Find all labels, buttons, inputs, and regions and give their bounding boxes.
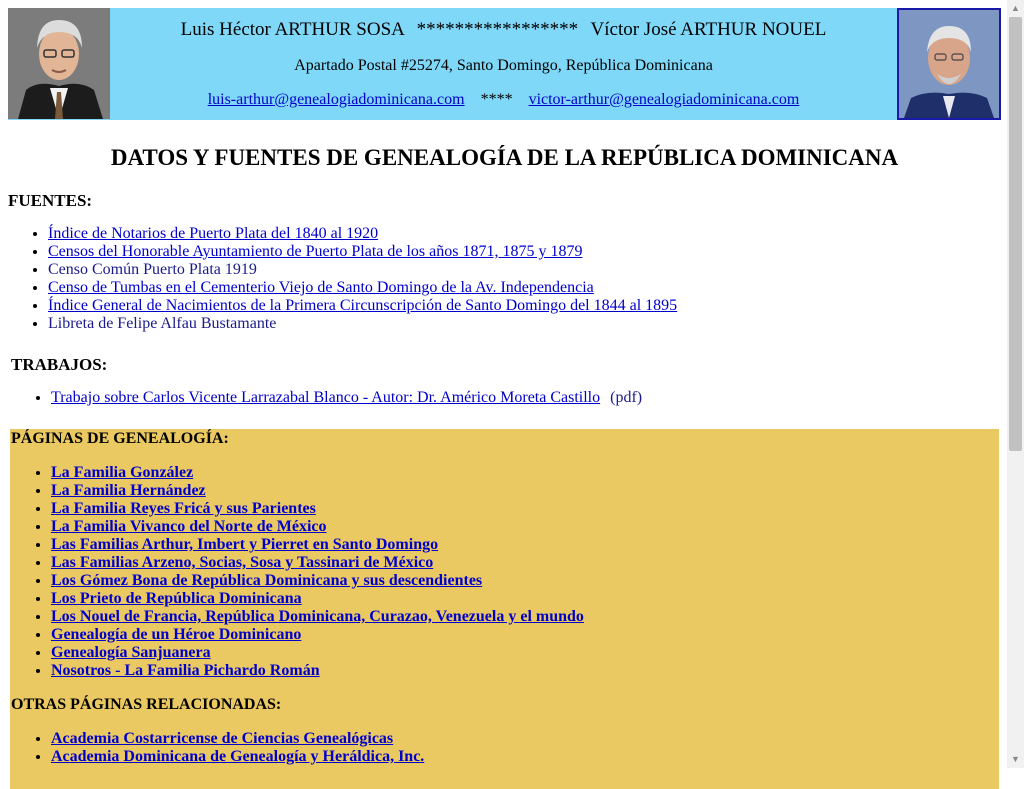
list-item (51, 730, 424, 748)
pagina-link[interactable]: Las Familias Arzeno, Socias, Sosa y Tassinari de México (51, 554, 434, 571)
pdf-label: (pdf) (610, 389, 643, 406)
list-item (51, 554, 584, 572)
otra-link[interactable]: Academia Costarricense de Ciencias Genealógicas (51, 730, 394, 747)
portrait-left-photo (8, 8, 110, 119)
list-item (48, 279, 677, 297)
pagina-link[interactable]: Genealogía de un Héroe Dominicano (51, 626, 302, 643)
portrait-right-photo (897, 8, 1001, 120)
header-banner (8, 8, 1001, 120)
pagina-link[interactable]: La Familia Vivanco del Norte de México (51, 518, 327, 535)
list-item (48, 243, 677, 261)
email-link-left[interactable]: luis-arthur@genealogiadominicana.com (207, 91, 465, 108)
fuentes-link-indice-nacimientos[interactable]: Índice General de Nacimientos de la Primera Circunscripción de Santo Domingo del 1844 al 1895 (48, 297, 678, 314)
genealogy-pages-section (10, 429, 999, 789)
trabajo-link-larrazabal[interactable]: Trabajo sobre Carlos Vicente Larrazabal Blanco - Autor: Dr. Américo Moreta Castillo (51, 389, 601, 406)
otras-heading: OTRAS PÁGINAS RELACIONADAS: (11, 696, 282, 713)
list-item (51, 626, 584, 644)
list-item (51, 389, 642, 407)
otras-list (11, 730, 424, 766)
list-item (51, 748, 424, 766)
fuentes-heading: FUENTES: (8, 191, 93, 210)
page (8, 8, 1001, 765)
pagina-link[interactable]: Los Nouel de Francia, República Dominicana, Curazao, Venezuela y el mundo (51, 608, 584, 625)
header-emails-line (110, 91, 897, 109)
pagina-link[interactable]: Nosotros - La Familia Pichardo Román (51, 662, 320, 679)
trabajos-heading: TRABAJOS: (11, 355, 108, 374)
pagina-link[interactable]: Genealogía Sanjuanera (51, 644, 211, 661)
paginas-list (11, 464, 584, 680)
scrollbar-thumb[interactable] (1009, 17, 1022, 451)
stars-separator: ***************** (416, 19, 579, 40)
otra-link[interactable]: Academia Dominicana de Genealogía y Heráldica, Inc. (51, 748, 425, 765)
pagina-link[interactable]: La Familia González (51, 464, 194, 481)
fuentes-link-censos-ayuntamiento[interactable]: Censos del Honorable Ayuntamiento de Puerto Plata de los años 1871, 1875 y 1879 (48, 243, 583, 260)
fuentes-text-libreta: Libreta de Felipe Alfau Bustamante (48, 315, 277, 332)
list-item (51, 644, 584, 662)
list-item (51, 482, 584, 500)
trabajos-list (11, 389, 642, 407)
pagina-link[interactable]: Los Prieto de República Dominicana (51, 590, 302, 607)
list-item (48, 315, 677, 333)
pagina-link[interactable]: La Familia Hernández (51, 482, 206, 499)
list-item (51, 464, 584, 482)
fuentes-text-censo-comun: Censo Común Puerto Plata 1919 (48, 261, 257, 278)
list-item (48, 225, 677, 243)
list-item (51, 608, 584, 626)
header-names-line (110, 19, 897, 41)
scroll-up-arrow-icon[interactable]: ▲ (1011, 3, 1020, 13)
list-item (51, 518, 584, 536)
name-right: Víctor José ARTHUR NOUEL (590, 19, 827, 40)
pagina-link[interactable]: Los Gómez Bona de República Dominicana y sus descendientes (51, 572, 483, 589)
fuentes-list (8, 225, 677, 333)
pagina-link[interactable]: Las Familias Arthur, Imbert y Pierret en Santo Domingo (51, 536, 439, 553)
address: Apartado Postal #25274, Santo Domingo, República Dominicana (294, 57, 713, 74)
vertical-scrollbar[interactable] (1007, 0, 1024, 768)
list-item (48, 297, 677, 315)
fuentes-link-censo-tumbas[interactable]: Censo de Tumbas en el Cementerio Viejo de Santo Domingo de la Av. Independencia (48, 279, 594, 296)
page-title: DATOS Y FUENTES DE GENEALOGÍA DE LA REPÚBLICA DOMINICANA (110, 145, 899, 170)
list-item (51, 572, 584, 590)
fuentes-link-notarios[interactable]: Índice de Notarios de Puerto Plata del 1840 al 1920 (48, 225, 379, 242)
stars-separator-short: **** (480, 91, 513, 108)
paginas-heading: PÁGINAS DE GENEALOGÍA: (11, 430, 229, 447)
name-left: Luis Héctor ARTHUR SOSA (180, 19, 404, 40)
email-link-right[interactable]: victor-arthur@genealogiadominicana.com (528, 91, 800, 108)
list-item (48, 261, 677, 279)
scroll-down-arrow-icon[interactable]: ▼ (1011, 754, 1020, 764)
pagina-link[interactable]: La Familia Reyes Fricá y sus Parientes (51, 500, 316, 517)
list-item (51, 662, 584, 680)
list-item (51, 590, 584, 608)
list-item (51, 536, 584, 554)
list-item (51, 500, 584, 518)
